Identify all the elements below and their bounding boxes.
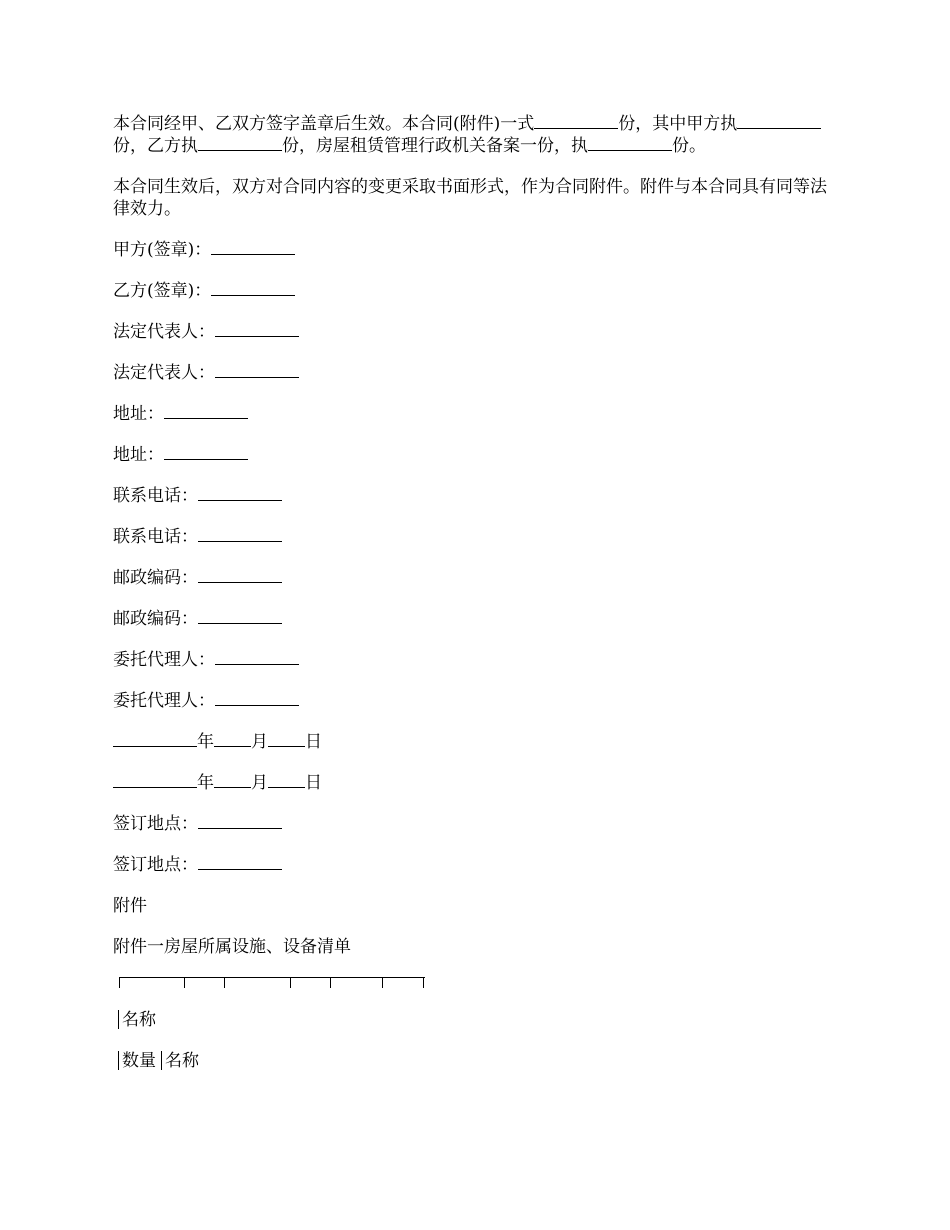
field-blank[interactable] xyxy=(164,445,248,460)
field-label: 法定代表人： xyxy=(113,322,215,342)
date-field-b xyxy=(113,772,843,794)
filing-copies-blank[interactable] xyxy=(588,136,672,151)
sign-place-b-field xyxy=(113,854,843,876)
field-label: 签订地点： xyxy=(113,855,198,875)
month-blank[interactable] xyxy=(214,732,251,747)
field-label: 委托代理人： xyxy=(113,691,215,711)
field-blank[interactable] xyxy=(198,527,282,542)
table-header-quantity: 数量 xyxy=(122,1051,156,1071)
year-label: 年 xyxy=(197,732,214,752)
field-blank[interactable] xyxy=(164,404,248,419)
field-blank[interactable] xyxy=(215,650,299,665)
month-label: 月 xyxy=(251,732,268,752)
day-blank[interactable] xyxy=(268,773,305,788)
table-header-name: 名称 xyxy=(122,1010,156,1030)
field-blank[interactable] xyxy=(198,814,282,829)
day-blank[interactable] xyxy=(268,732,305,747)
legal-rep-b-field xyxy=(113,362,843,384)
field-label: 邮政编码： xyxy=(113,568,198,588)
table-tick xyxy=(382,978,383,988)
field-label: 委托代理人： xyxy=(113,650,215,670)
attachment-heading: 附件 xyxy=(113,896,147,916)
table-tick xyxy=(184,978,185,988)
address-b-field xyxy=(113,444,843,466)
agent-a-field xyxy=(113,649,843,671)
phone-b-field xyxy=(113,526,843,548)
validity-clause xyxy=(113,113,843,157)
month-blank[interactable] xyxy=(214,773,251,788)
clause-text: 份，其中甲方执 xyxy=(618,114,738,134)
year-label: 年 xyxy=(197,773,214,793)
clause-text: 份，乙方执 xyxy=(113,136,198,156)
postcode-b-field xyxy=(113,608,843,630)
field-label: 邮政编码： xyxy=(113,609,198,629)
postcode-a-field xyxy=(113,567,843,589)
field-blank[interactable] xyxy=(215,691,299,706)
date-field-a xyxy=(113,731,843,753)
table-top-border xyxy=(119,977,425,990)
month-label: 月 xyxy=(251,773,268,793)
field-label: 地址： xyxy=(113,404,164,424)
copies-total-blank[interactable] xyxy=(534,114,618,129)
table-tick xyxy=(330,978,331,988)
party-b-seal-field xyxy=(113,280,843,302)
field-label: 联系电话： xyxy=(113,527,198,547)
amendment-clause: 本合同生效后，双方对合同内容的变更采取书面形式，作为合同附件。附件与本合同具有同等法律效力。 xyxy=(113,177,827,219)
field-label: 签订地点： xyxy=(113,814,198,834)
table-row xyxy=(113,1009,843,1031)
table-row xyxy=(113,1050,843,1072)
field-label: 地址： xyxy=(113,445,164,465)
field-label: 甲方(签章)： xyxy=(113,240,212,260)
table-header-name: 名称 xyxy=(165,1051,199,1071)
table-tick xyxy=(224,978,225,988)
table-tick xyxy=(290,978,291,988)
day-label: 日 xyxy=(305,773,322,793)
attachment-title: 附件一房屋所属设施、设备清单 xyxy=(113,937,351,957)
field-blank[interactable] xyxy=(211,240,295,255)
field-blank[interactable] xyxy=(198,486,282,501)
table-tick xyxy=(423,978,424,988)
field-label: 法定代表人： xyxy=(113,363,215,383)
address-a-field xyxy=(113,403,843,425)
legal-rep-a-field xyxy=(113,321,843,343)
field-label: 乙方(签章)： xyxy=(113,281,212,301)
field-blank[interactable] xyxy=(211,281,295,296)
field-blank[interactable] xyxy=(198,568,282,583)
table-tick xyxy=(119,978,120,988)
table-cell-border xyxy=(118,1010,119,1029)
phone-a-field xyxy=(113,485,843,507)
field-blank[interactable] xyxy=(215,363,299,378)
year-blank[interactable] xyxy=(113,732,197,747)
year-blank[interactable] xyxy=(113,773,197,788)
clause-text: 份。 xyxy=(672,136,706,156)
party-a-seal-field xyxy=(113,239,843,261)
table-cell-border xyxy=(118,1051,119,1070)
day-label: 日 xyxy=(305,732,322,752)
document-page xyxy=(113,113,843,1091)
field-blank[interactable] xyxy=(198,609,282,624)
field-label: 联系电话： xyxy=(113,486,198,506)
agent-b-field xyxy=(113,690,843,712)
field-blank[interactable] xyxy=(215,322,299,337)
table-cell-border xyxy=(161,1051,162,1070)
field-blank[interactable] xyxy=(198,855,282,870)
party-b-copies-blank[interactable] xyxy=(198,136,282,151)
sign-place-a-field xyxy=(113,813,843,835)
clause-text: 本合同经甲、乙双方签字盖章后生效。本合同(附件)一式 xyxy=(113,114,535,134)
clause-text: 份，房屋租赁管理行政机关备案一份，执 xyxy=(282,136,588,156)
party-a-copies-blank[interactable] xyxy=(737,114,821,129)
